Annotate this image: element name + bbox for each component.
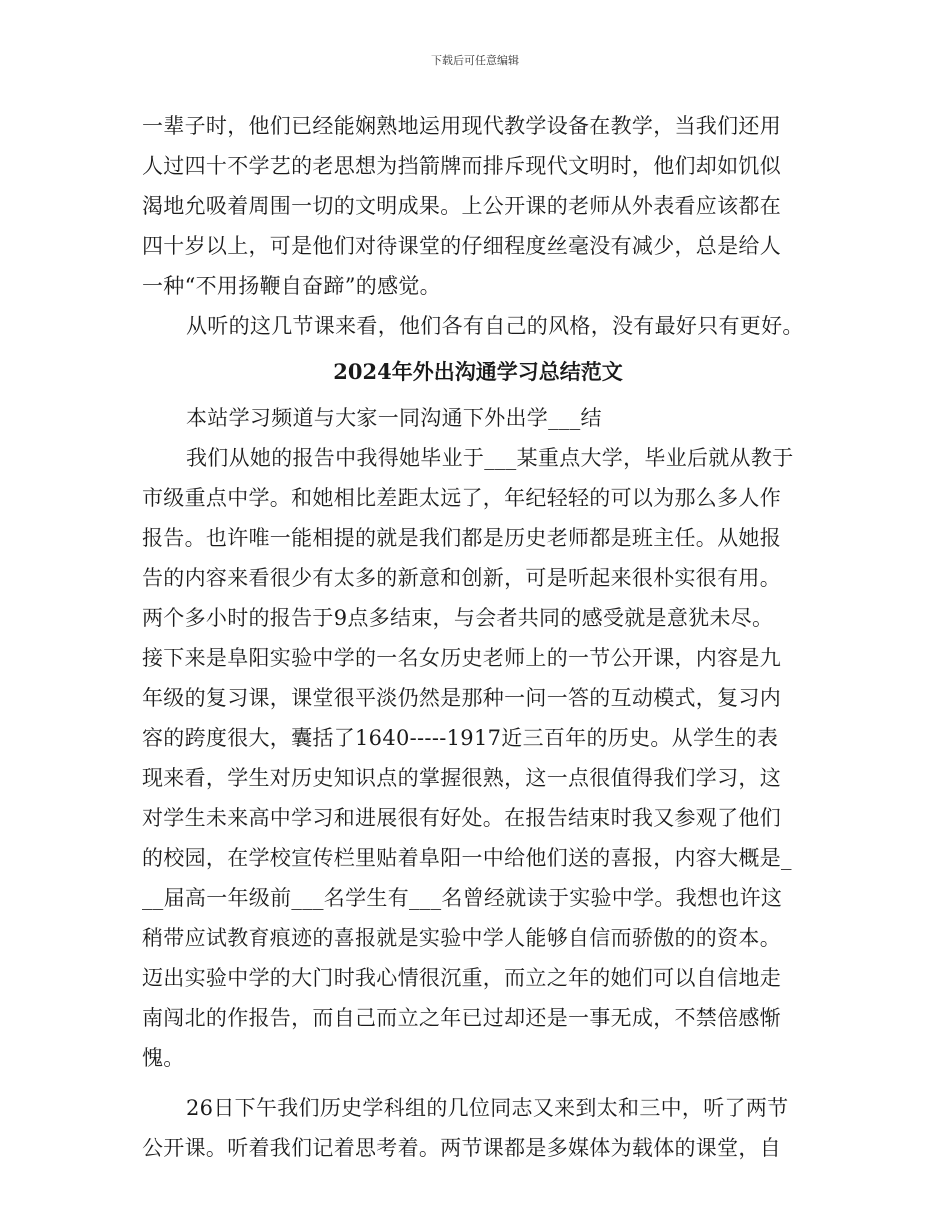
text-line: 年级的复习课，课堂很平淡仍然是那种一问一答的互动模式，复习内 — [142, 686, 781, 710]
paragraph-3 — [142, 398, 814, 438]
text-line: 现来看，学生对历史知识点的掌握很熟，这一点很值得我们学习，这 — [142, 766, 781, 790]
text-line: 公开课。听着我们记着思考着。两节课都是多媒体为载体的课堂，自 — [142, 1136, 781, 1160]
paragraph-5 — [142, 1088, 814, 1168]
text-line: 我们从她的报告中我得她毕业于___某重点大学，毕业后就从教于 — [186, 446, 794, 470]
text-line: 一辈子时，他们已经能娴熟地运用现代教学设备在教学，当我们还用 — [142, 114, 781, 138]
text-line: 容的跨度很大，囊括了1640-----1917近三百年的历史。从学生的表 — [142, 726, 779, 750]
document-body — [142, 106, 814, 1168]
text-line: 对学生未来高中学习和进展很有好处。在报告结束时我又参观了他们 — [142, 806, 781, 830]
text-line: 渴地允吸着周围一切的文明成果。上公开课的老师从外表看应该都在 — [142, 194, 781, 218]
text-line: 从听的这几节课来看，他们各有自己的风格，没有最好只有更好。 — [186, 314, 804, 338]
text-line: 接下来是阜阳实验中学的一名女历史老师上的一节公开课，内容是九 — [142, 646, 781, 670]
text-line: 的校园，在学校宣传栏里贴着阜阳一中给他们送的喜报，内容大概是_ — [142, 846, 792, 870]
text-line: 26日下午我们历史学科组的几位同志又来到太和三中，听了两节 — [186, 1096, 789, 1120]
text-line: 稍带应试教育痕迹的喜报就是实验中学人能够自信而骄傲的的资本。 — [142, 926, 781, 950]
paragraph-2 — [142, 306, 814, 346]
text-line: 告的内容来看很少有太多的新意和创新，可是听起来很朴实很有用。 — [142, 566, 781, 590]
text-line: 报告。也许唯一能相提的就是我们都是历史老师都是班主任。从她报 — [142, 526, 781, 550]
page-header: 下载后可任意编辑 — [431, 54, 519, 67]
text-line: 南闯北的作报告，而自己而立之年已过却还是一事无成，不禁倍感惭 — [142, 1006, 781, 1030]
text-line: 本站学习频道与大家一同沟通下外出学___结 — [186, 406, 602, 430]
text-line: 两个多小时的报告于9点多结束，与会者共同的感受就是意犹未尽。 — [142, 606, 774, 630]
text-line: __届高一年级前___名学生有___名曾经就读于实验中学。我想也许这 — [142, 886, 783, 910]
text-line: 人过四十不学艺的老思想为挡箭牌而排斥现代文明时，他们却如饥似 — [142, 154, 781, 178]
section-title: 2024年外出沟通学习总结范文 — [333, 359, 623, 384]
paragraph-1 — [142, 106, 814, 306]
text-line: 迈出实验中学的大门时我心情很沉重，而立之年的她们可以自信地走 — [142, 966, 781, 990]
text-line: 愧。 — [142, 1046, 185, 1070]
text-line: 市级重点中学。和她相比差距太远了，年纪轻轻的可以为那么多人作 — [142, 486, 781, 510]
paragraph-4 — [142, 438, 814, 1078]
text-line: 一种“不用扬鞭自奋蹄”的感觉。 — [142, 274, 441, 298]
text-line: 四十岁以上，可是他们对待课堂的仔细程度丝毫没有减少，总是给人 — [142, 234, 781, 258]
